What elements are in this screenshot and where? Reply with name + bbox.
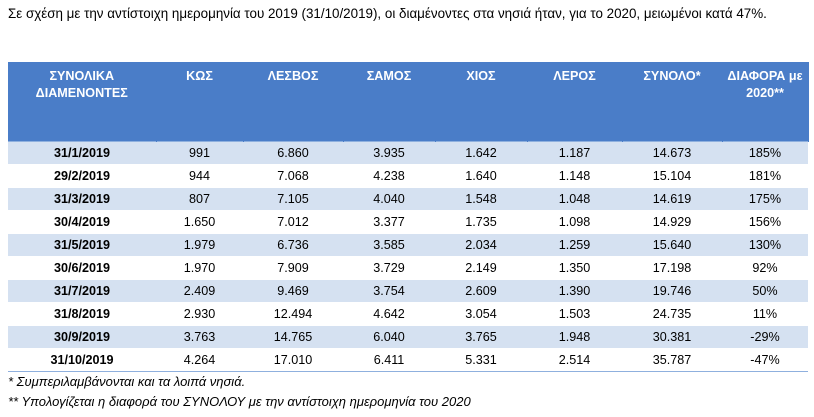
row-value: 3.054 bbox=[435, 303, 527, 326]
header-difference: ΔΙΑΦΟΡΑ με 2020** bbox=[722, 62, 808, 142]
row-value: -47% bbox=[722, 349, 808, 372]
row-value: 50% bbox=[722, 280, 808, 303]
row-value: 156% bbox=[722, 211, 808, 234]
table-row bbox=[8, 211, 808, 234]
row-value: 4.040 bbox=[343, 188, 435, 211]
row-value: 14.673 bbox=[622, 142, 722, 165]
row-value: 1.640 bbox=[435, 165, 527, 188]
row-value: 3.765 bbox=[435, 326, 527, 349]
row-date: 31/1/2019 bbox=[8, 142, 156, 165]
row-value: 1.735 bbox=[435, 211, 527, 234]
row-value: 15.104 bbox=[622, 165, 722, 188]
row-value: 3.729 bbox=[343, 257, 435, 280]
row-value: 1.148 bbox=[527, 165, 622, 188]
header-chios: ΧΙΟΣ bbox=[435, 62, 527, 142]
row-date: 29/2/2019 bbox=[8, 165, 156, 188]
row-date: 30/6/2019 bbox=[8, 257, 156, 280]
row-value: 19.746 bbox=[622, 280, 722, 303]
row-value: 1.259 bbox=[527, 234, 622, 257]
row-value: 2.930 bbox=[156, 303, 243, 326]
row-value: 11% bbox=[722, 303, 808, 326]
row-value: 175% bbox=[722, 188, 808, 211]
row-value: 1.979 bbox=[156, 234, 243, 257]
row-value: 3.754 bbox=[343, 280, 435, 303]
table-row bbox=[8, 349, 808, 372]
row-value: 14.929 bbox=[622, 211, 722, 234]
table-row bbox=[8, 257, 808, 280]
row-value: 1.048 bbox=[527, 188, 622, 211]
row-value: 2.409 bbox=[156, 280, 243, 303]
row-value: 1.548 bbox=[435, 188, 527, 211]
footnotes bbox=[8, 372, 471, 412]
table-row bbox=[8, 188, 808, 211]
intro-paragraph: Σε σχέση με την αντίστοιχη ημερομηνία του 2019 (31/10/2019), οι διαμένοντες στα νησιά ήταν, για το 2020, μειωμένοι κατά 47%. bbox=[8, 6, 767, 21]
row-value: 17.010 bbox=[243, 349, 343, 372]
row-value: 7.068 bbox=[243, 165, 343, 188]
row-value: 181% bbox=[722, 165, 808, 188]
header-total: ΣΥΝΟΛΟ* bbox=[622, 62, 722, 142]
row-value: 2.149 bbox=[435, 257, 527, 280]
row-value: 1.187 bbox=[527, 142, 622, 165]
row-value: 5.331 bbox=[435, 349, 527, 372]
row-value: 807 bbox=[156, 188, 243, 211]
table-header-row bbox=[8, 62, 808, 142]
row-value: 4.264 bbox=[156, 349, 243, 372]
row-value: 1.642 bbox=[435, 142, 527, 165]
row-value: 1.970 bbox=[156, 257, 243, 280]
row-value: 4.238 bbox=[343, 165, 435, 188]
row-value: 14.619 bbox=[622, 188, 722, 211]
row-value: 6.860 bbox=[243, 142, 343, 165]
header-leros: ΛΕΡΟΣ bbox=[527, 62, 622, 142]
row-value: 6.040 bbox=[343, 326, 435, 349]
row-value: 17.198 bbox=[622, 257, 722, 280]
row-value: 944 bbox=[156, 165, 243, 188]
row-value: 7.105 bbox=[243, 188, 343, 211]
row-value: 991 bbox=[156, 142, 243, 165]
row-value: 7.909 bbox=[243, 257, 343, 280]
row-value: 9.469 bbox=[243, 280, 343, 303]
header-kos: ΚΩΣ bbox=[156, 62, 243, 142]
row-date: 30/9/2019 bbox=[8, 326, 156, 349]
row-date: 31/3/2019 bbox=[8, 188, 156, 211]
table-row bbox=[8, 165, 808, 188]
row-value: 15.640 bbox=[622, 234, 722, 257]
row-value: 1.390 bbox=[527, 280, 622, 303]
row-value: 4.642 bbox=[343, 303, 435, 326]
row-value: 12.494 bbox=[243, 303, 343, 326]
row-value: 1.948 bbox=[527, 326, 622, 349]
row-value: 30.381 bbox=[622, 326, 722, 349]
row-value: 1.350 bbox=[527, 257, 622, 280]
row-value: 1.650 bbox=[156, 211, 243, 234]
row-value: 1.098 bbox=[527, 211, 622, 234]
row-value: 6.736 bbox=[243, 234, 343, 257]
header-total-residents: ΣΥΝΟΛΙΚΑ ΔΙΑΜΕΝΟΝΤΕΣ bbox=[8, 62, 156, 142]
row-date: 30/4/2019 bbox=[8, 211, 156, 234]
table-row bbox=[8, 326, 808, 349]
row-value: 7.012 bbox=[243, 211, 343, 234]
row-value: 185% bbox=[722, 142, 808, 165]
row-date: 31/5/2019 bbox=[8, 234, 156, 257]
table-row bbox=[8, 280, 808, 303]
row-value: 14.765 bbox=[243, 326, 343, 349]
header-samos: ΣΑΜΟΣ bbox=[343, 62, 435, 142]
row-value: 3.935 bbox=[343, 142, 435, 165]
row-value: 35.787 bbox=[622, 349, 722, 372]
row-value: 1.503 bbox=[527, 303, 622, 326]
row-value: 6.411 bbox=[343, 349, 435, 372]
footnote-1: * Συμπεριλαμβάνονται και τα λοιπά νησιά. bbox=[8, 374, 246, 389]
row-value: 130% bbox=[722, 234, 808, 257]
header-lesvos: ΛΕΣΒΟΣ bbox=[243, 62, 343, 142]
table-row bbox=[8, 142, 808, 165]
row-date: 31/8/2019 bbox=[8, 303, 156, 326]
footnote-2: ** Υπολογίζεται η διαφορά του ΣΥΝΟΛΟΥ με την αντίστοιχη ημερομηνία του 2020 bbox=[8, 394, 471, 409]
row-date: 31/10/2019 bbox=[8, 349, 156, 372]
table-row bbox=[8, 303, 808, 326]
row-value: 92% bbox=[722, 257, 808, 280]
row-value: 3.377 bbox=[343, 211, 435, 234]
row-value: 3.763 bbox=[156, 326, 243, 349]
row-value: -29% bbox=[722, 326, 808, 349]
row-value: 2.034 bbox=[435, 234, 527, 257]
row-value: 3.585 bbox=[343, 234, 435, 257]
row-date: 31/7/2019 bbox=[8, 280, 156, 303]
table-row bbox=[8, 234, 808, 257]
row-value: 24.735 bbox=[622, 303, 722, 326]
row-value: 2.609 bbox=[435, 280, 527, 303]
row-value: 2.514 bbox=[527, 349, 622, 372]
residents-table bbox=[8, 62, 809, 372]
